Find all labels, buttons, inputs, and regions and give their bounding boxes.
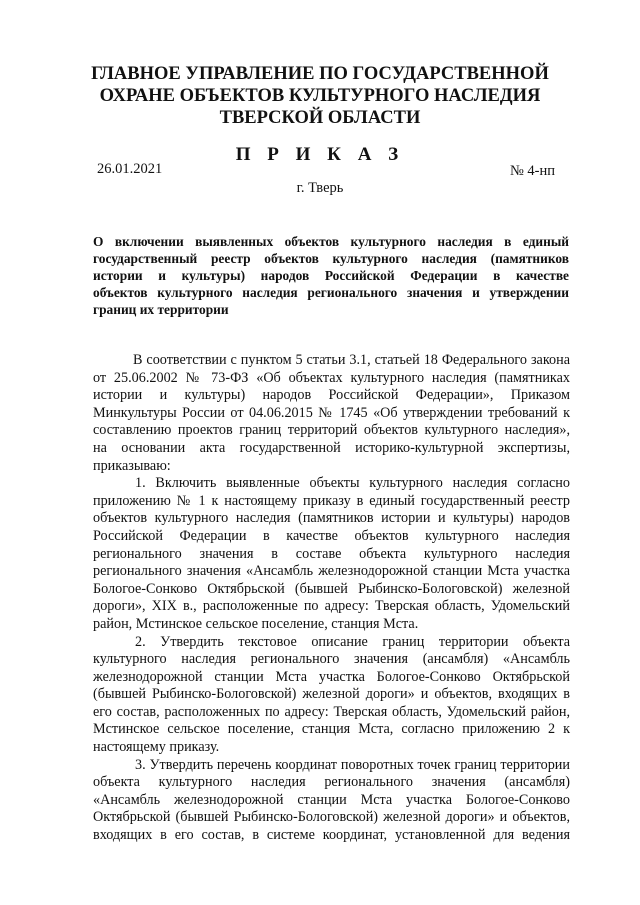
subject-line: государственный реестр объектов культурного наследия (памятников (93, 251, 569, 266)
subject-line: истории и культуры) народов Российской Федерации в качестве (93, 268, 569, 283)
body-line: Российской Федерации в качестве объектов культурного наследия (93, 527, 570, 544)
body-line: В соответствии с пунктом 5 статьи 3.1, статьей 18 Федерального закона (133, 352, 570, 368)
body-line: приложению № 1 к настоящему приказу в единый государственный реестр (93, 492, 570, 509)
body-line: регионального значения в составе объекта культурного наследия (93, 545, 570, 562)
subject-line: объектов культурного наследия регионального значения и утверждении (93, 285, 569, 300)
body-line: Минкультуры России от 04.06.2015 № 1745 «Об утверждении требований к (93, 404, 570, 421)
body-line: истории и культуры) народов Российской Федерации», Приказом (93, 387, 570, 404)
body-line: объектов культурного наследия (памятников истории и культуры) народов (93, 510, 570, 527)
order-body (93, 352, 570, 845)
org-title-line-1: ГЛАВНОЕ УПРАВЛЕНИЕ ПО ГОСУДАРСТВЕННОЙ (91, 64, 549, 84)
body-line: район, Мстинское сельское поселение, станция Мста. (93, 615, 419, 632)
body-line: 3. Утвердить перечень координат поворотных точек границ территории (135, 756, 570, 773)
document-type-heading: П Р И К А З (235, 144, 405, 165)
body-line: Мстинское сельское поселение, станция Мста, согласно приложению 2 к (93, 721, 570, 738)
body-line: от 25.06.2002 № 73-ФЗ «Об объектах культурного наследия (памятниках (93, 369, 570, 386)
org-title-line-2: ОХРАНЕ ОБЪЕКТОВ КУЛЬТУРНОГО НАСЛЕДИЯ (99, 86, 541, 106)
body-line: составлению проектов границ территорий объектов культурного наследия», (93, 422, 570, 439)
body-line: на основании акта государственной историко-культурной экспертизы, (93, 439, 570, 456)
body-line: его состав, расположенных по адресу: Тверская область, Удомельский район, (93, 703, 570, 720)
body-line: настоящему приказу. (93, 739, 220, 756)
subject-line: О включении выявленных объектов культурного наследия в единый (93, 234, 569, 249)
order-date: 26.01.2021 (97, 161, 163, 177)
body-line: (бывшей Рыбинско-Бологовской) железной дороги» и объектов, входящих в (93, 686, 570, 703)
body-line: 1. Включить выявленные объекты культурного наследия согласно (135, 475, 570, 492)
body-line: регионального значения «Ансамбль железнодорожной станции Мста участка (93, 563, 570, 580)
body-line: железнодорожной станции Мста участка Бологое-Сонково Октябрьской (93, 668, 570, 685)
order-subject (93, 233, 569, 318)
org-title-line-3: ТВЕРСКОЙ ОБЛАСТИ (219, 108, 421, 128)
subject-line: границ их территории (93, 302, 229, 317)
body-line: Бологое-Сонково Октябрьской (бывшей Рыбинско-Бологовской) железной (93, 580, 570, 597)
body-line: Октябрьской (бывшей Рыбинско-Бологовской) железной дороги» и объектов, (93, 809, 570, 826)
order-number: № 4-нп (509, 163, 555, 179)
body-line: «Ансамбль железнодорожной станции Мста участка Бологое-Сонково (93, 791, 570, 808)
body-line: входящих в его состав, в системе координат, установленной для ведения (93, 827, 570, 844)
body-line: культурного наследия регионального значения (ансамбля) «Ансамбль (93, 651, 570, 668)
body-line: дороги», XIX в., расположенные по адресу: Тверская область, Удомельский (93, 598, 570, 615)
order-city: г. Тверь (296, 180, 344, 196)
body-line: 2. Утвердить текстовое описание границ территории объекта (135, 633, 570, 650)
issuing-authority-title (0, 63, 640, 129)
body-line: объекта культурного наследия регионального значения (ансамбля) (93, 774, 570, 791)
body-line: приказываю: (93, 457, 171, 474)
